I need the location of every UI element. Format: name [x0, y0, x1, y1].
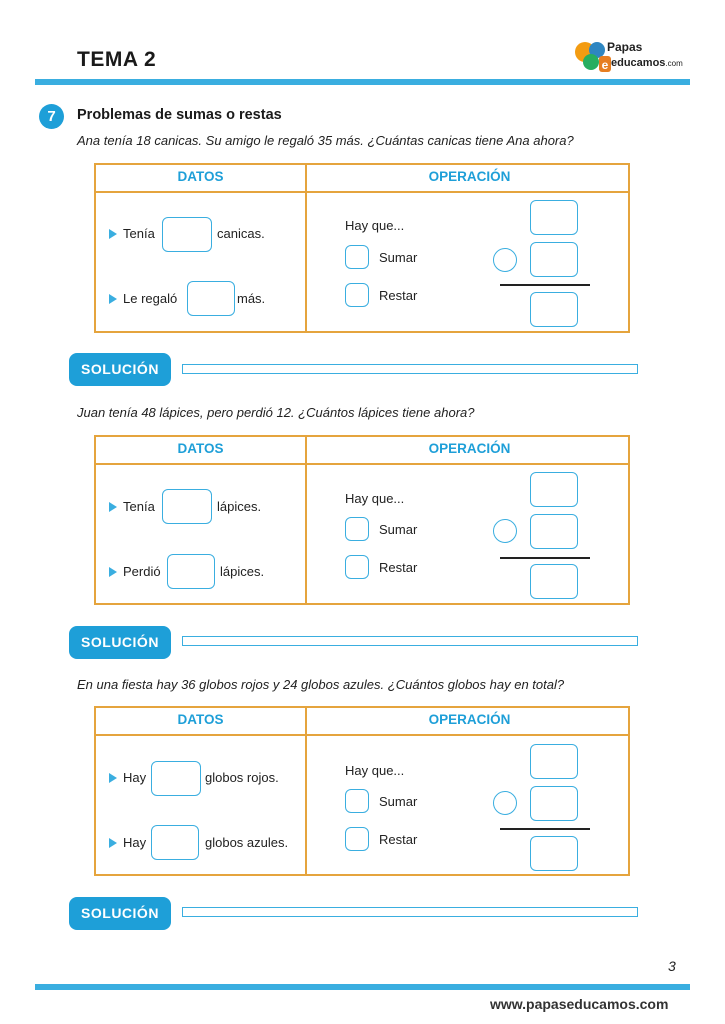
- restar-checkbox[interactable]: [345, 283, 369, 307]
- logo-text-top: Papas: [607, 40, 643, 54]
- sum-line: [500, 557, 590, 559]
- data-label: globos rojos.: [205, 770, 279, 785]
- exercise-number-badge: 7: [39, 104, 64, 129]
- operacion-header: OPERACIÓN: [428, 712, 511, 727]
- operacion-header: OPERACIÓN: [428, 169, 511, 184]
- page-title: TEMA 2: [77, 48, 157, 71]
- solution-input[interactable]: [182, 636, 638, 646]
- sumar-checkbox[interactable]: [345, 789, 369, 813]
- operand-box[interactable]: [530, 242, 578, 277]
- sumar-label: Sumar: [379, 522, 418, 537]
- family-logo-icon: [571, 36, 611, 76]
- result-box[interactable]: [530, 292, 578, 327]
- footer-bar: [35, 984, 690, 990]
- sum-line: [500, 284, 590, 286]
- problem-table: [94, 706, 630, 876]
- restar-label: Restar: [379, 288, 418, 303]
- sumar-checkbox[interactable]: [345, 517, 369, 541]
- data-label: lápices.: [220, 564, 265, 579]
- result-box[interactable]: [530, 836, 578, 871]
- bullet-arrow-icon: [109, 567, 117, 577]
- operand-box[interactable]: [530, 472, 578, 507]
- data-label: Tenía: [123, 499, 155, 514]
- operacion-header: OPERACIÓN: [428, 441, 511, 456]
- datos-header: DATOS: [177, 169, 224, 184]
- problem-table: [94, 163, 630, 333]
- operand-box[interactable]: [530, 786, 578, 821]
- operator-circle[interactable]: [493, 791, 517, 815]
- operator-circle[interactable]: [493, 248, 517, 272]
- svg-text:e: e: [601, 58, 609, 72]
- operand-box[interactable]: [530, 200, 578, 235]
- problem-question: Ana tenía 18 canicas. Su amigo le regaló 35 más. ¿Cuántas canicas tiene Ana ahora?: [77, 133, 574, 148]
- page-number: 3: [668, 958, 676, 974]
- sum-line: [500, 828, 590, 830]
- solution-button[interactable]: SOLUCIÓN: [69, 897, 171, 930]
- sumar-checkbox[interactable]: [345, 245, 369, 269]
- operator-circle[interactable]: [493, 519, 517, 543]
- restar-label: Restar: [379, 560, 418, 575]
- solution-input[interactable]: [182, 364, 638, 374]
- result-box[interactable]: [530, 564, 578, 599]
- problem-question: En una fiesta hay 36 globos rojos y 24 globos azules. ¿Cuántos globos hay en total?: [77, 677, 565, 692]
- answer-box[interactable]: [151, 825, 199, 860]
- answer-box[interactable]: [162, 489, 212, 524]
- logo-text-bottom: educamos.com: [611, 57, 683, 69]
- data-label: más.: [237, 291, 266, 306]
- bullet-arrow-icon: [109, 773, 117, 783]
- answer-box[interactable]: [167, 554, 215, 589]
- datos-header: DATOS: [177, 712, 224, 727]
- operand-box[interactable]: [530, 514, 578, 549]
- data-label: globos azules.: [205, 835, 289, 850]
- sumar-label: Sumar: [379, 250, 418, 265]
- solution-input[interactable]: [182, 907, 638, 917]
- hay-que-label: Hay que...: [345, 763, 405, 778]
- solution-button[interactable]: SOLUCIÓN: [69, 353, 171, 386]
- hay-que-label: Hay que...: [345, 218, 405, 233]
- header-bar: [35, 79, 690, 85]
- exercise-heading: Problemas de sumas o restas: [77, 107, 282, 123]
- operand-box[interactable]: [530, 744, 578, 779]
- restar-label: Restar: [379, 832, 418, 847]
- answer-box[interactable]: [187, 281, 235, 316]
- datos-header: DATOS: [177, 441, 224, 456]
- brand-logo: [571, 36, 691, 76]
- restar-checkbox[interactable]: [345, 827, 369, 851]
- data-label: Le regaló: [123, 291, 178, 306]
- bullet-arrow-icon: [109, 502, 117, 512]
- sumar-label: Sumar: [379, 794, 418, 809]
- answer-box[interactable]: [151, 761, 201, 796]
- data-label: Hay: [123, 835, 147, 850]
- data-label: Tenía: [123, 226, 155, 241]
- restar-checkbox[interactable]: [345, 555, 369, 579]
- data-label: lápices.: [217, 499, 262, 514]
- data-label: canicas.: [217, 226, 265, 241]
- bullet-arrow-icon: [109, 838, 117, 848]
- problem-question: Juan tenía 48 lápices, pero perdió 12. ¿Cuántos lápices tiene ahora?: [77, 405, 475, 420]
- bullet-arrow-icon: [109, 229, 117, 239]
- data-label: Perdió: [123, 564, 161, 579]
- bullet-arrow-icon: [109, 294, 117, 304]
- hay-que-label: Hay que...: [345, 491, 405, 506]
- problem-table: [94, 435, 630, 605]
- solution-button[interactable]: SOLUCIÓN: [69, 626, 171, 659]
- footer-url[interactable]: www.papaseducamos.com: [490, 996, 669, 1012]
- data-label: Hay: [123, 770, 147, 785]
- answer-box[interactable]: [162, 217, 212, 252]
